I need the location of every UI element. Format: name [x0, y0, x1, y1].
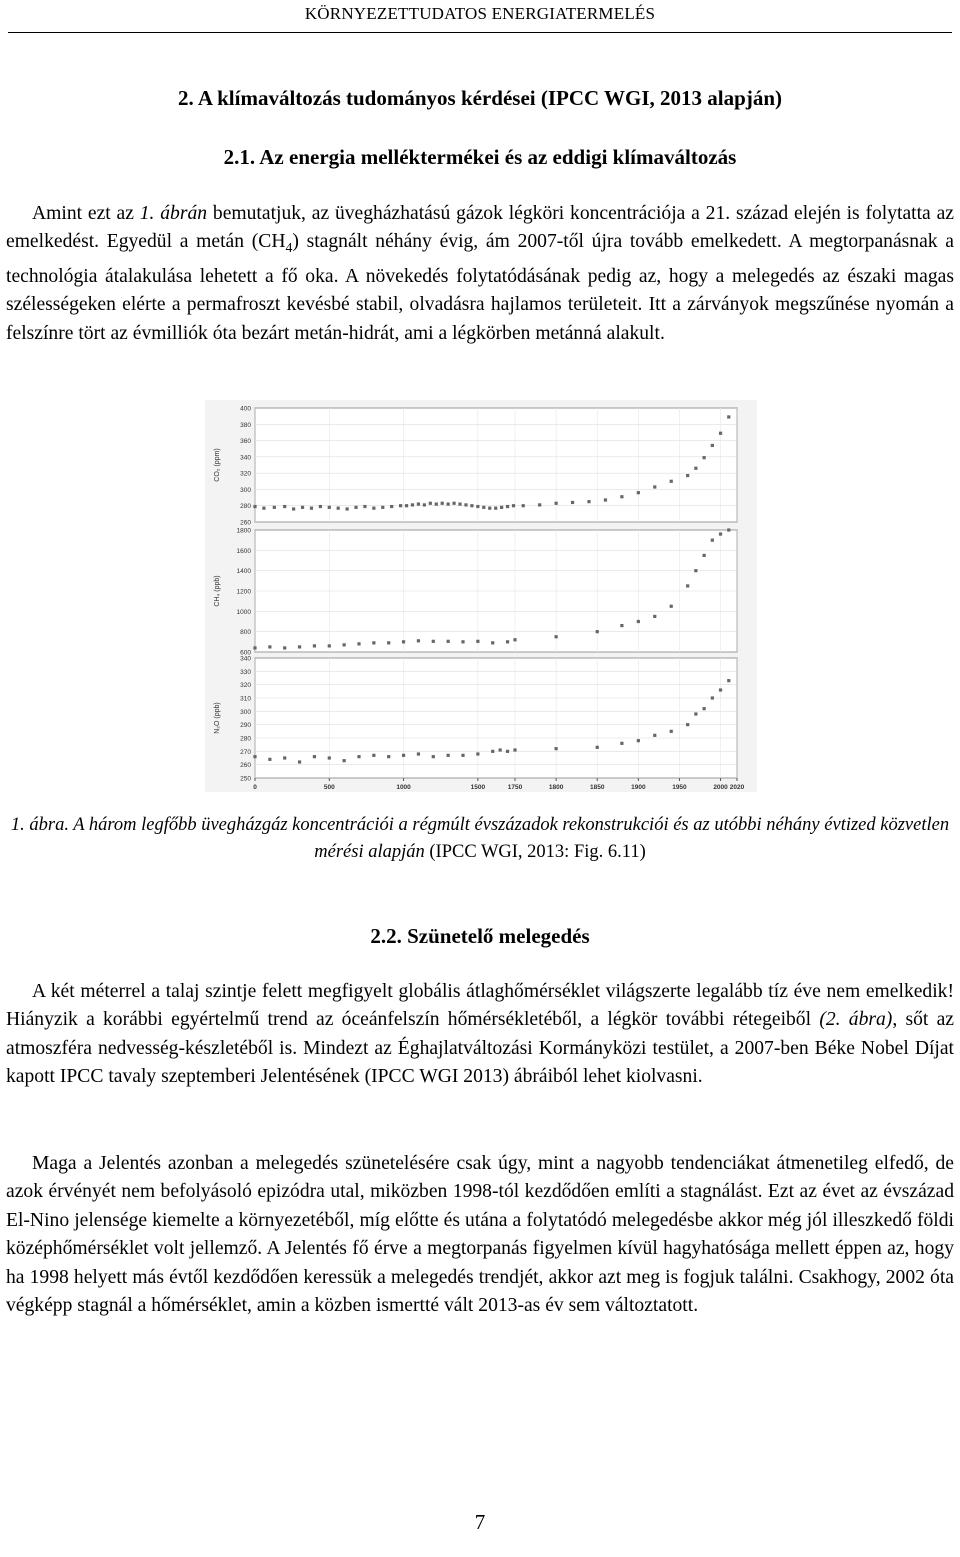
data-point	[464, 503, 467, 506]
para2-text-c: , sőt az atmoszféra nedvesség-készletéből is. Mindezt az Éghajlatváltozási Kormányközi testület, a 2007-ben Béke Nobel Díjat kapott IPCC tavaly szeptemberi Jelentésének (IPCC WGI 2013) ábráiból lehet kiolvasni.	[6, 1009, 954, 1088]
x-tick-label: 500	[323, 784, 335, 791]
y-tick-label: 1600	[236, 547, 251, 555]
data-point	[447, 502, 450, 505]
page-number: 7	[474, 1510, 486, 1534]
data-point	[703, 554, 706, 557]
y-tick-label: 270	[240, 748, 251, 756]
data-point	[555, 747, 558, 750]
data-point	[694, 569, 697, 572]
data-point	[346, 507, 349, 510]
y-tick-label: 300	[240, 708, 251, 716]
data-point	[694, 712, 697, 715]
data-point	[596, 630, 599, 633]
data-point	[273, 506, 276, 509]
panel-frame	[255, 408, 737, 522]
data-point	[268, 645, 271, 648]
para1-text-a: Amint ezt az	[32, 203, 140, 224]
figure-2-reference: (2. ábra)	[819, 1009, 893, 1031]
header-rule	[8, 32, 952, 33]
data-point	[372, 754, 375, 757]
data-point	[432, 755, 435, 758]
data-point	[620, 742, 623, 745]
data-point	[727, 679, 730, 682]
panel-3	[214, 656, 737, 783]
x-tick-label: 1500	[470, 784, 486, 791]
data-point	[686, 723, 689, 726]
data-point	[390, 505, 393, 508]
data-point	[417, 752, 420, 755]
caption-source: (IPCC WGI, 2013: Fig. 6.11)	[424, 842, 646, 862]
data-point	[313, 644, 316, 647]
y-tick-label: 280	[240, 735, 251, 743]
data-point	[727, 415, 730, 418]
data-point	[653, 615, 656, 618]
data-point	[512, 504, 515, 507]
data-point	[458, 502, 461, 505]
paragraph-1	[6, 200, 954, 348]
data-point	[292, 507, 295, 510]
data-point	[711, 539, 714, 542]
y-tick-label: 290	[240, 722, 251, 730]
y-tick-label: 360	[240, 438, 251, 446]
data-point	[686, 584, 689, 587]
y-tick-label: 1200	[236, 588, 251, 596]
data-point	[417, 639, 420, 642]
figure-panels	[214, 406, 737, 783]
caption-text: A három legfőbb üvegházgáz koncentrációi a régmúlt évszázadok rekonstrukciói és az utóbbi néhány évtized közvetlen mérési alapján	[68, 815, 950, 862]
data-point	[506, 640, 509, 643]
data-point	[262, 507, 265, 510]
y-axis-label: CO₂ (ppm)	[214, 448, 221, 482]
data-point	[711, 696, 714, 699]
x-tick-label: 2000	[713, 784, 728, 791]
data-point	[301, 506, 304, 509]
data-point	[686, 474, 689, 477]
data-point	[500, 506, 503, 509]
y-tick-label: 1000	[236, 608, 251, 616]
data-point	[372, 507, 375, 510]
data-point	[488, 507, 491, 510]
data-point	[441, 502, 444, 505]
ghg-concentration-figure	[205, 400, 757, 792]
data-point	[596, 746, 599, 749]
data-point	[538, 503, 541, 506]
y-tick-label: 260	[240, 519, 251, 527]
data-point	[423, 503, 426, 506]
data-point	[494, 507, 497, 510]
y-tick-label: 380	[240, 421, 251, 429]
data-point	[694, 467, 697, 470]
data-point	[298, 645, 301, 648]
data-point	[670, 480, 673, 483]
data-point	[499, 748, 502, 751]
data-point	[387, 755, 390, 758]
data-point	[387, 641, 390, 644]
data-point	[637, 620, 640, 623]
y-tick-label: 280	[240, 503, 251, 511]
data-point	[620, 495, 623, 498]
para1-text-d: ) stagnált néhány évig, ám 2007-től újra tovább emelkedett. A megtorpanásnak a technológia átalakulása lehetett a fő oka. A növekedés folytatódásának pedig az, hogy a melegedés az északi magas szélességeken elérte a permafroszt kevésbé stabil, olvadásra hajlamos területeit. Itt a zárványok megszűnése nyomán a felszínre tört az évmilliók óta bezárt metán-hidrát, ami a légkörben metánná alakult.	[6, 231, 954, 344]
y-tick-label: 260	[240, 762, 251, 770]
data-point	[587, 500, 590, 503]
x-tick-label: 1800	[548, 784, 564, 791]
para1-text-c: bemutatjuk, az üvegházhatású gázok légköri koncentrációja a 21. század elején is folytatta az emelkedést. Egyedül a metán (CH	[6, 203, 954, 253]
data-point	[363, 505, 366, 508]
data-point	[620, 624, 623, 627]
x-tick-label: 1900	[631, 784, 646, 791]
y-axis-label: CH₄ (ppb)	[214, 575, 221, 607]
data-point	[703, 456, 706, 459]
y-tick-label: 1800	[236, 527, 251, 535]
data-point	[476, 640, 479, 643]
caption-label: 1. ábra.	[10, 815, 69, 835]
data-point	[513, 748, 516, 751]
data-point	[381, 506, 384, 509]
data-point	[435, 502, 438, 505]
panel-1	[214, 406, 737, 527]
data-point	[719, 688, 722, 691]
data-point	[328, 756, 331, 759]
data-point	[506, 505, 509, 508]
data-point	[417, 502, 420, 505]
data-point	[482, 506, 485, 509]
y-tick-label: 310	[240, 695, 251, 703]
data-point	[343, 643, 346, 646]
data-point	[432, 640, 435, 643]
paragraph-3	[6, 1150, 954, 1320]
data-point	[298, 760, 301, 763]
data-point	[637, 491, 640, 494]
data-point	[653, 485, 656, 488]
data-point	[727, 528, 730, 531]
x-tick-label: 1850	[589, 784, 605, 791]
data-point	[491, 641, 494, 644]
y-tick-label: 320	[240, 682, 251, 690]
y-tick-label: 800	[240, 629, 251, 637]
data-point	[319, 505, 322, 508]
section-title: 2. A klímaváltozás tudományos kérdései (IPCC WGI, 2013 alapján)	[178, 86, 782, 110]
data-point	[447, 754, 450, 757]
data-point	[461, 640, 464, 643]
data-point	[357, 642, 360, 645]
data-point	[253, 755, 256, 758]
data-point	[402, 754, 405, 757]
data-point	[357, 755, 360, 758]
y-tick-label: 340	[240, 655, 251, 663]
data-point	[719, 532, 722, 535]
data-point	[711, 444, 714, 447]
data-point	[555, 635, 558, 638]
data-point	[372, 641, 375, 644]
data-point	[513, 638, 516, 641]
y-tick-label: 250	[240, 775, 251, 783]
x-tick-label: 0	[253, 784, 257, 791]
data-point	[571, 501, 574, 504]
x-tick-label: 1000	[396, 784, 411, 791]
data-point	[491, 750, 494, 753]
data-point	[670, 605, 673, 608]
data-point	[429, 502, 432, 505]
data-point	[719, 432, 722, 435]
data-point	[555, 502, 558, 505]
data-point	[522, 504, 525, 507]
data-point	[604, 498, 607, 501]
data-point	[283, 505, 286, 508]
y-tick-label: 600	[240, 649, 251, 657]
data-point	[354, 506, 357, 509]
y-tick-label: 330	[240, 668, 251, 676]
subsection-title-2-2: 2.2. Szünetelő melegedés	[370, 924, 590, 948]
y-tick-label: 400	[240, 405, 251, 413]
data-point	[637, 739, 640, 742]
data-point	[402, 640, 405, 643]
data-point	[310, 507, 313, 510]
data-point	[343, 759, 346, 762]
panel-frame	[255, 658, 737, 778]
data-point	[461, 754, 464, 757]
data-point	[253, 505, 256, 508]
data-point	[506, 750, 509, 753]
data-point	[337, 507, 340, 510]
figure-caption	[6, 812, 954, 866]
data-point	[452, 502, 455, 505]
y-tick-label: 300	[240, 486, 251, 494]
data-point	[283, 756, 286, 759]
data-point	[328, 506, 331, 509]
para2-text-a: A két méterrel a talaj szintje felett megfigyelt globális átlaghőmérséklet világszerte legalább tíz éve nem emelkedik! Hiányzik a korábbi egyértelmű trend az óceánfelszín hőmérsékletéből, a légkör további rétegeiből	[6, 981, 954, 1031]
panel-2	[214, 528, 737, 657]
data-point	[268, 758, 271, 761]
figure-reference: 1. ábrán	[139, 203, 208, 224]
data-point	[313, 755, 316, 758]
y-tick-label: 340	[240, 454, 251, 462]
paragraph-2	[6, 978, 954, 1092]
data-point	[670, 730, 673, 733]
data-point	[470, 504, 473, 507]
data-point	[703, 707, 706, 710]
para3-text: Maga a Jelentés azonban a melegedés szünetelésére csak úgy, mint a nagyobb tendenciákat átmenetileg elfedő, de azok érvényét nem befolyásoló epizódra utal, miközben 1998-tól kezdődően említi a stagnálást. Ezt az évet az évszázad El-Nino jelensége kiemelte a környezetéből, míg előtte és utána a folytatódó melegedésbe akkor még jól illeszkedő földi középhőmérséklet volt jellemző. A Jelentés fő érve a megtorpanás figyelmen kívül hagyhatósága mellett éppen az, hogy ha 1998 helyett más évtől kezdődően keressük a melegedés trendjét, akkor azt meg is fogjuk találni. Csakhogy, 2002 óta végképp stagnál a hőmérséklet, amin a közben ismertté vált 2013-as év sem változtatott.	[6, 1153, 954, 1317]
running-header: KÖRNYEZETTUDATOS ENERGIATERMELÉS	[304, 4, 656, 23]
y-tick-label: 320	[240, 470, 251, 478]
data-point	[476, 505, 479, 508]
data-point	[476, 752, 479, 755]
data-point	[328, 644, 331, 647]
data-point	[253, 646, 256, 649]
data-point	[405, 504, 408, 507]
y-tick-label: 1400	[236, 568, 251, 576]
subscript-4: 4	[285, 240, 293, 256]
y-axis-label: N₂O (ppb)	[214, 702, 221, 734]
data-point	[653, 734, 656, 737]
data-point	[411, 503, 414, 506]
x-tick-label: 1950	[672, 784, 687, 791]
data-point	[283, 646, 286, 649]
subsection-title-2-1: 2.1. Az energia melléktermékei és az eddigi klímaváltozás	[223, 145, 737, 169]
data-point	[399, 504, 402, 507]
x-tick-label: 2020	[729, 784, 745, 791]
data-point	[447, 640, 450, 643]
x-tick-label: 1750	[507, 784, 523, 791]
